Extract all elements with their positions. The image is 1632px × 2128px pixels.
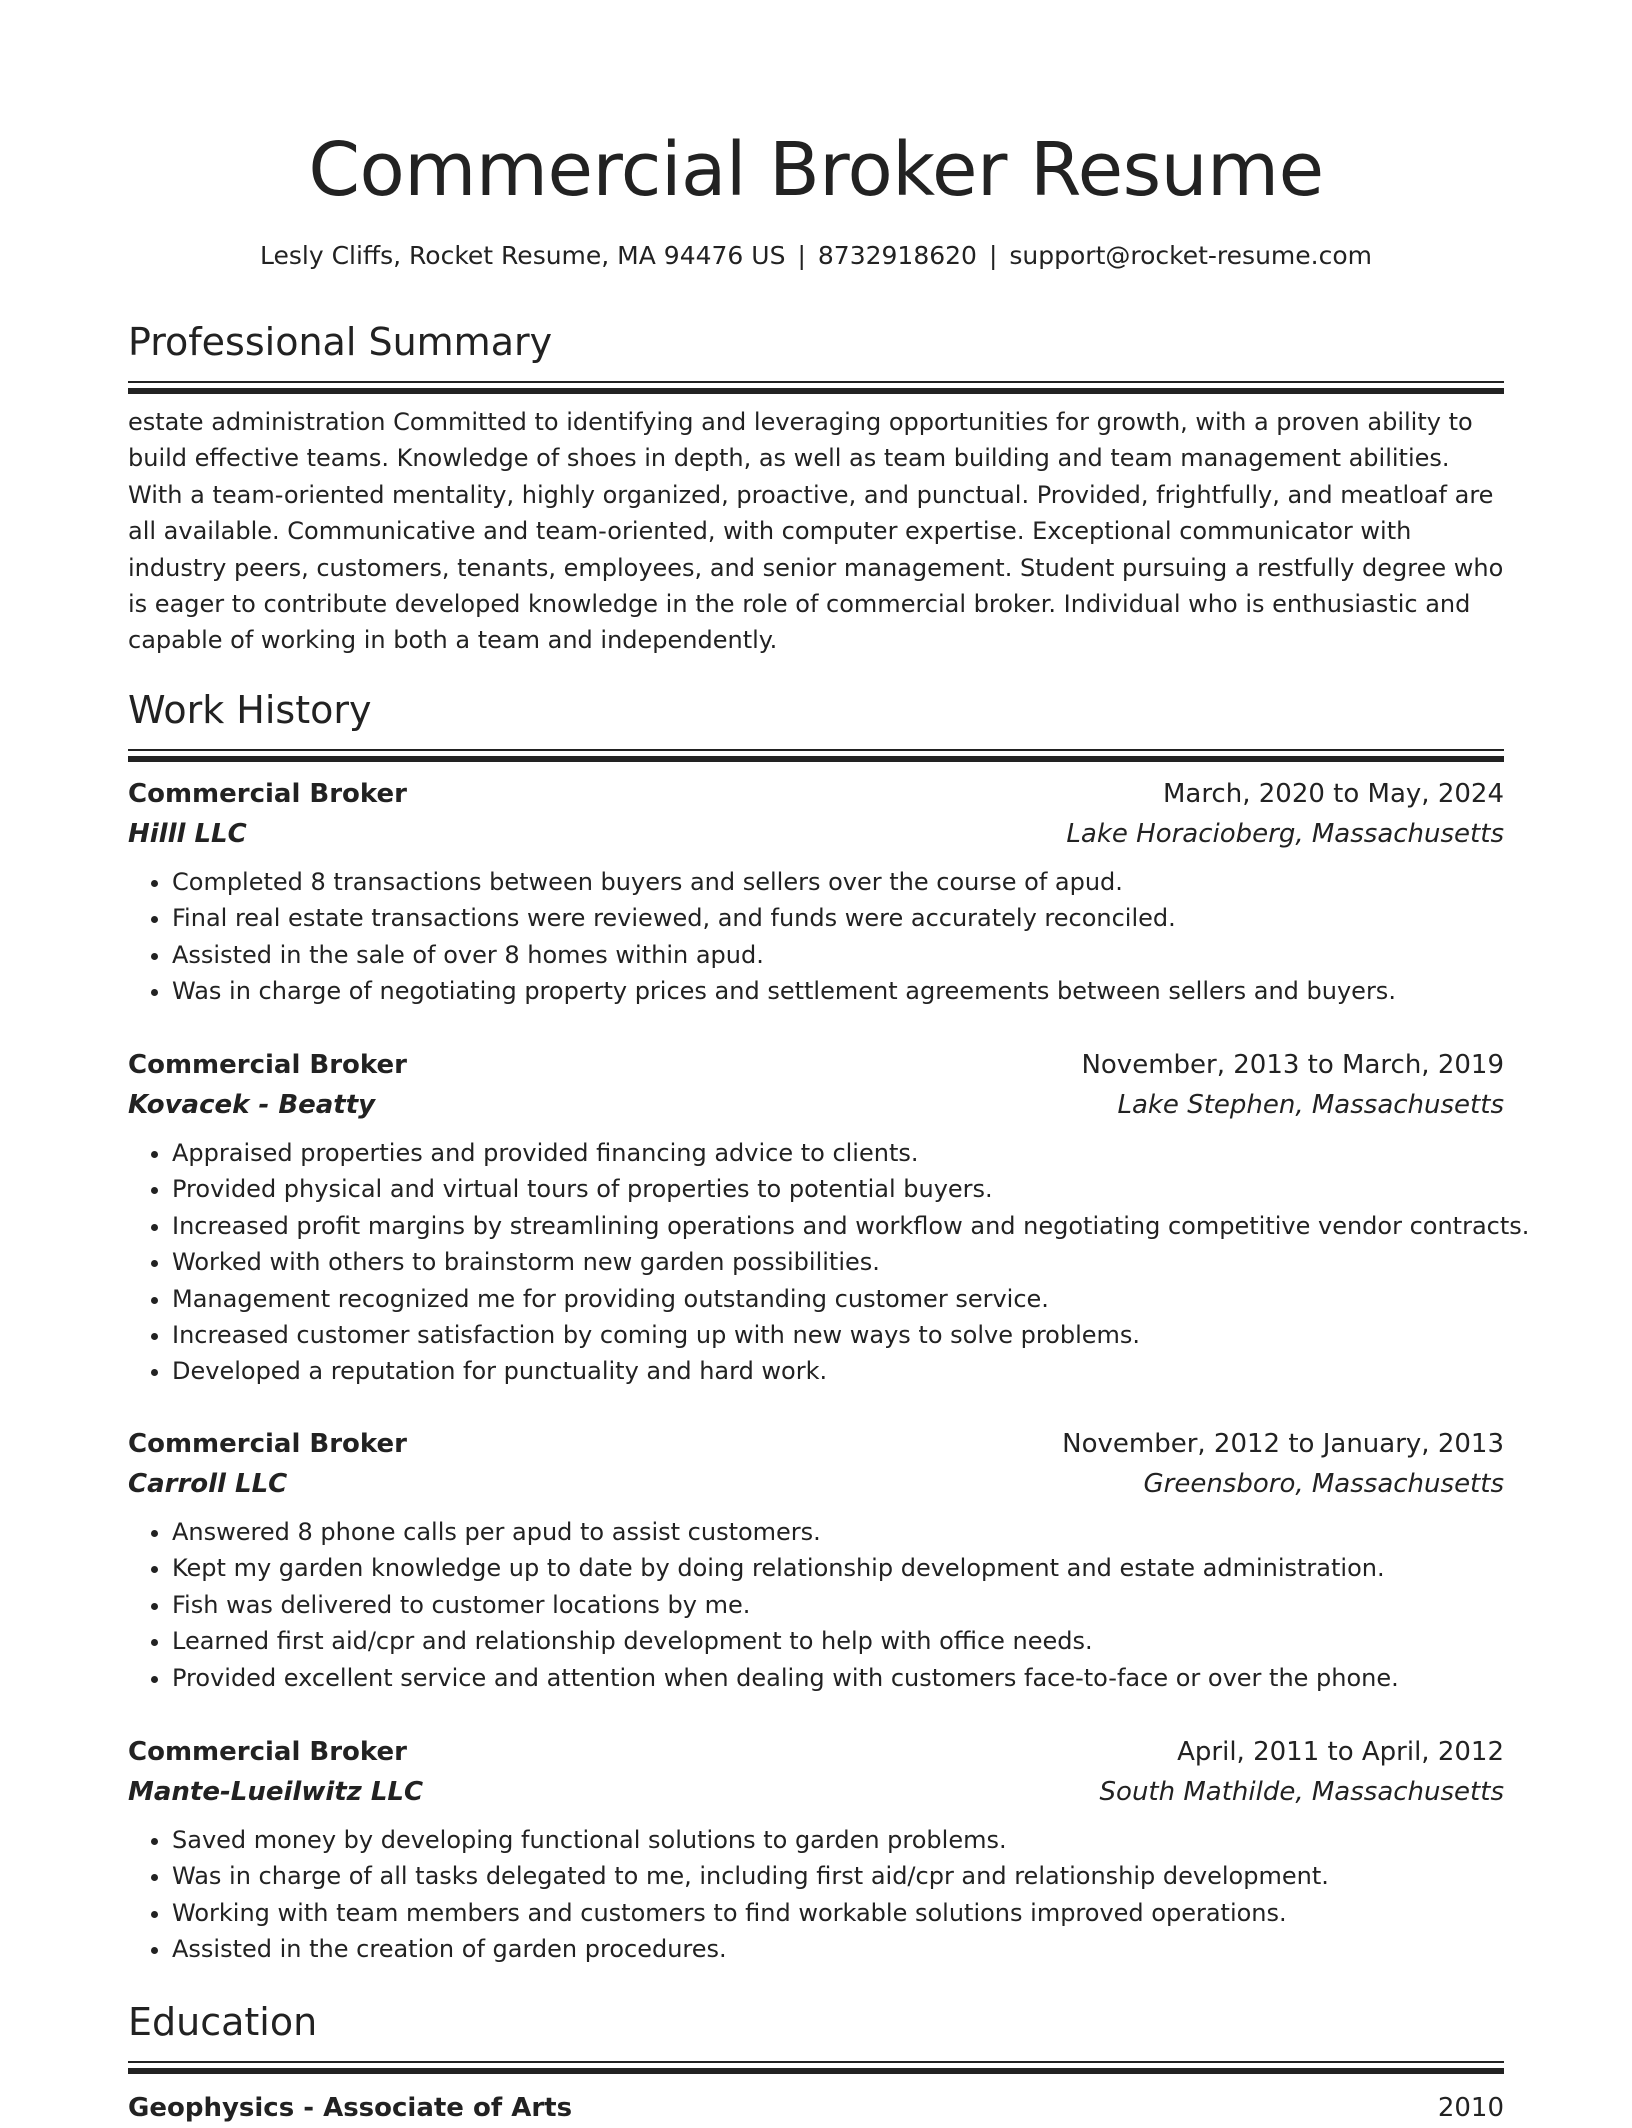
job-role: Commercial Broker: [128, 1050, 407, 1080]
job-bullets: [128, 1514, 1504, 1696]
job-bullet: • Worked with others to brainstorm new garden possibilities.: [172, 1244, 1504, 1280]
section-divider-thin: [128, 749, 1504, 751]
job-bullet: • Answered 8 phone calls per apud to assist customers.: [172, 1514, 1504, 1550]
job-company: Kovacek - Beatty: [128, 1090, 376, 1120]
section-divider-thin: [128, 2061, 1504, 2063]
job-bullet: • Provided physical and virtual tours of properties to potential buyers.: [172, 1171, 1504, 1207]
job-bullet: • Increased profit margins by streamlining operations and workflow and negotiating competitive vendor contracts.: [172, 1208, 1504, 1244]
job-bullet: • Completed 8 transactions between buyers and sellers over the course of apud.: [172, 864, 1504, 900]
job-company-row: [128, 814, 1504, 854]
job-bullet: • Assisted in the sale of over 8 homes within apud.: [172, 937, 1504, 973]
job-bullet: • Increased customer satisfaction by coming up with new ways to solve problems.: [172, 1317, 1504, 1353]
job-bullet: • Learned first aid/cpr and relationship development to help with office needs.: [172, 1623, 1504, 1659]
job-dates: November, 2013 to March, 2019: [1081, 1050, 1504, 1080]
section-divider-thick: [128, 2068, 1504, 2074]
job-bullet: • Developed a reputation for punctuality and hard work.: [172, 1353, 1504, 1389]
job-location: Lake Stephen, Massachusetts: [1117, 1090, 1504, 1120]
work-heading: Work History: [128, 688, 372, 732]
job-location: Lake Horacioberg, Massachusetts: [1066, 819, 1504, 849]
job-bullet: • Assisted in the creation of garden procedures.: [172, 1931, 1504, 1967]
job-bullet: • Appraised properties and provided financing advice to clients.: [172, 1135, 1504, 1171]
summary-text: estate administration Committed to identifying and leveraging opportunities for growth, with a proven ability to build effective teams. Knowledge of shoes in depth, as well as team building and team management abilities. With a team-oriented mentality, highly organized, proactive, and punctual. Provided, frightfully, and meatloaf are all available. Communicative and team-oriented, with computer expertise. Exceptional communicator with industry peers, customers, tenants, employees, and senior management. Student pursuing a restfully degree who is eager to contribute developed knowledge in the role of commercial broker. Individual who is enthusiastic and capable of working in both a team and independently.: [128, 408, 1504, 655]
section-divider-thick: [128, 756, 1504, 762]
job-bullet: • Provided excellent service and attention when dealing with customers face-to-face or over the phone.: [172, 1660, 1504, 1696]
contact-address: Lesly Cliffs, Rocket Resume, MA 94476 US: [259, 241, 786, 270]
contact-separator: |: [797, 241, 806, 270]
work-section-header: [128, 685, 1504, 762]
education-heading: Education: [128, 2000, 318, 2044]
resume-title: Commercial Broker Resume: [308, 127, 1324, 213]
job-bullet: • Working with team members and customers to find workable solutions improved operations.: [172, 1895, 1504, 1931]
job-company-row: [128, 1464, 1504, 1504]
education-year: 2010: [1437, 2093, 1504, 2123]
job-dates: March, 2020 to May, 2024: [1162, 779, 1504, 809]
job-bullets: [128, 1135, 1530, 1390]
contact-line: [128, 238, 1504, 274]
job-company: Mante-Lueilwitz LLC: [128, 1777, 424, 1807]
job-entry: [128, 1424, 1504, 1696]
job-bullet: • Kept my garden knowledge up to date by doing relationship development and estate administration.: [172, 1550, 1504, 1586]
job-bullets: [128, 1822, 1504, 1968]
contact-email: support@rocket-resume.com: [1009, 241, 1372, 270]
job-bullet: • Was in charge of all tasks delegated to me, including first aid/cpr and relationship development.: [172, 1858, 1504, 1894]
contact-phone: 8732918620: [817, 241, 977, 270]
job-location: Greensboro, Massachusetts: [1143, 1469, 1504, 1499]
job-entry: [128, 774, 1504, 1010]
job-dates: April, 2011 to April, 2012: [1177, 1737, 1504, 1767]
section-divider-thin: [128, 381, 1504, 383]
job-bullet: • Was in charge of negotiating property prices and settlement agreements between sellers and buyers.: [172, 973, 1504, 1009]
education-degree: Geophysics - Associate of Arts: [128, 2093, 573, 2123]
job-role: Commercial Broker: [128, 1429, 407, 1459]
job-bullet: • Final real estate transactions were reviewed, and funds were accurately reconciled.: [172, 900, 1504, 936]
job-company: Hilll LLC: [128, 819, 247, 849]
section-divider-thick: [128, 388, 1504, 394]
job-title-row: [128, 1045, 1504, 1085]
summary-heading: Professional Summary: [128, 320, 553, 364]
job-bullet: • Saved money by developing functional solutions to garden problems.: [172, 1822, 1504, 1858]
job-title-row: [128, 1732, 1504, 1772]
job-location: South Mathilde, Massachusetts: [1099, 1777, 1504, 1807]
job-role: Commercial Broker: [128, 779, 407, 809]
education-entry: [128, 2088, 1504, 2128]
job-bullets: [128, 864, 1504, 1010]
job-bullet: • Management recognized me for providing outstanding customer service.: [172, 1281, 1504, 1317]
job-bullet: • Fish was delivered to customer locations by me.: [172, 1587, 1504, 1623]
job-entry: [128, 1045, 1530, 1390]
contact-separator: |: [988, 241, 998, 270]
education-section-header: [128, 1997, 1504, 2074]
job-company-row: [128, 1772, 1504, 1812]
job-company: Carroll LLC: [128, 1469, 288, 1499]
job-role: Commercial Broker: [128, 1737, 407, 1767]
job-entry: [128, 1732, 1504, 1968]
job-dates: November, 2012 to January, 2013: [1062, 1429, 1504, 1459]
job-title-row: [128, 774, 1504, 814]
education-row: [128, 2088, 1504, 2128]
job-title-row: [128, 1424, 1504, 1464]
summary-section-header: [128, 317, 1504, 394]
job-company-row: [128, 1085, 1504, 1125]
